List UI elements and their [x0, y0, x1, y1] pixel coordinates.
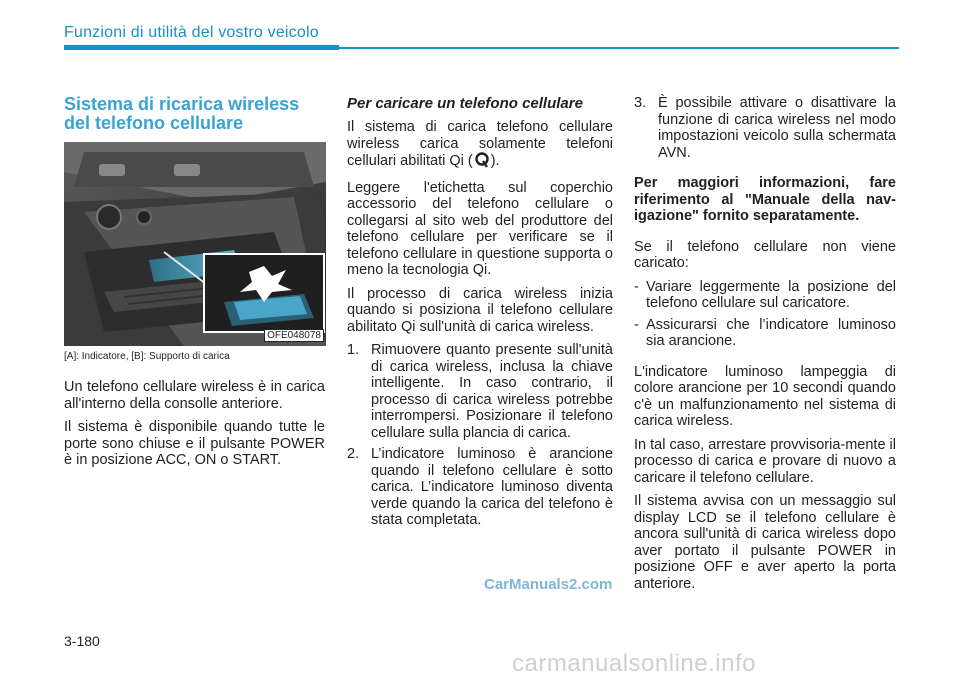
section-title: Sistema di ricarica wireless del telefono cellulare	[64, 94, 300, 133]
watermark-link[interactable]: CarManuals2.com	[484, 576, 613, 593]
column-3	[634, 95, 896, 599]
numbered-item: 1. Rimuovere quanto presente sull'unità di carica wireless, inclusa la chiave intelligente. In caso contrario, il processo di carica wireless potrebbe interrompersi. Posizionare il telefono cellulare sulla plancia di carica.	[347, 342, 613, 441]
page-number: 3-180	[64, 633, 100, 649]
column-2	[347, 95, 613, 534]
paragraph: Un telefono cellulare wireless è in carica all'interno della consolle anteriore.	[64, 379, 325, 412]
paragraph: Il sistema è disponibile quando tutte le porte sono chiuse e il pulsante POWER è in posizione ACC, ON o START.	[64, 419, 325, 468]
running-header-title: Funzioni di utilità del vostro veicolo	[64, 24, 319, 41]
image-caption: [A]: Indicatore, [B]: Supporto di carica	[64, 351, 230, 362]
console-photo-illustration	[64, 142, 326, 346]
paragraph: Il sistema avvisa con un messaggio sul display LCD se il telefono cellulare è ancora sull'unità di carica wireless dopo aver portato il pulsante POWER in posizione OFF e aver aperto la porta anteriore.	[634, 493, 896, 592]
paragraph: In tal caso, arrestare provvisoria-mente il processo di carica e provare di nuovo a caricare il telefono cellulare.	[634, 436, 896, 486]
reference-note: Per maggiori informazioni, fare riferimento al "Manuale della nav-igazione" fornito separatamente.	[634, 175, 896, 224]
console-charger-photo	[64, 142, 326, 346]
numbered-item: 2. L’indicatore luminoso è arancione quando il telefono cellulare è sotto carica. L’indicatore luminoso diventa verde quando la carica del telefono è stata completata.	[347, 446, 613, 528]
paragraph: Leggere l'etichetta sul coperchio accessorio del telefono cellulare o collegarsi al sito web del produttore del telefono cellulare per verificare se il telefono cellulare in questione supporta o meno la tecnologia Qi.	[347, 179, 613, 278]
numbered-item: 3. È possibile attivare o disattivare la funzione di carica wireless nel modo impostazioni veicolo sulla schermata AVN.	[634, 95, 896, 161]
column-1	[64, 95, 325, 476]
dash-item: - Assicurarsi che l’indicatore luminoso sia arancione.	[634, 316, 896, 349]
paragraph: L'indicatore luminoso lampeggia di colore arancione per 10 secondi quando c'è un malfunzionamento nel sistema di carica wireless.	[634, 363, 896, 429]
header-rule-thin	[339, 47, 899, 49]
qi-logo-icon	[475, 152, 489, 173]
header-rule-thick	[64, 45, 339, 50]
footer-watermark: carmanualsonline.info	[512, 650, 756, 677]
paragraph: Il processo di carica wireless inizia quando si posiziona il telefono cellulare abilitato Qi sull'unità di carica wireless.	[347, 285, 613, 335]
paragraph: Se il telefono cellulare non viene caricato:	[634, 238, 896, 271]
paragraph-qi: Il sistema di carica telefono cellulare wireless carica solamente telefoni cellulari abilitati Qi ( ).	[347, 119, 613, 173]
subsection-title: Per caricare un telefono cellulare	[347, 95, 583, 112]
image-code-label: OFE048078	[264, 329, 324, 342]
dash-item: - Variare leggermente la posizione del telefono cellulare sul caricatore.	[634, 278, 896, 311]
